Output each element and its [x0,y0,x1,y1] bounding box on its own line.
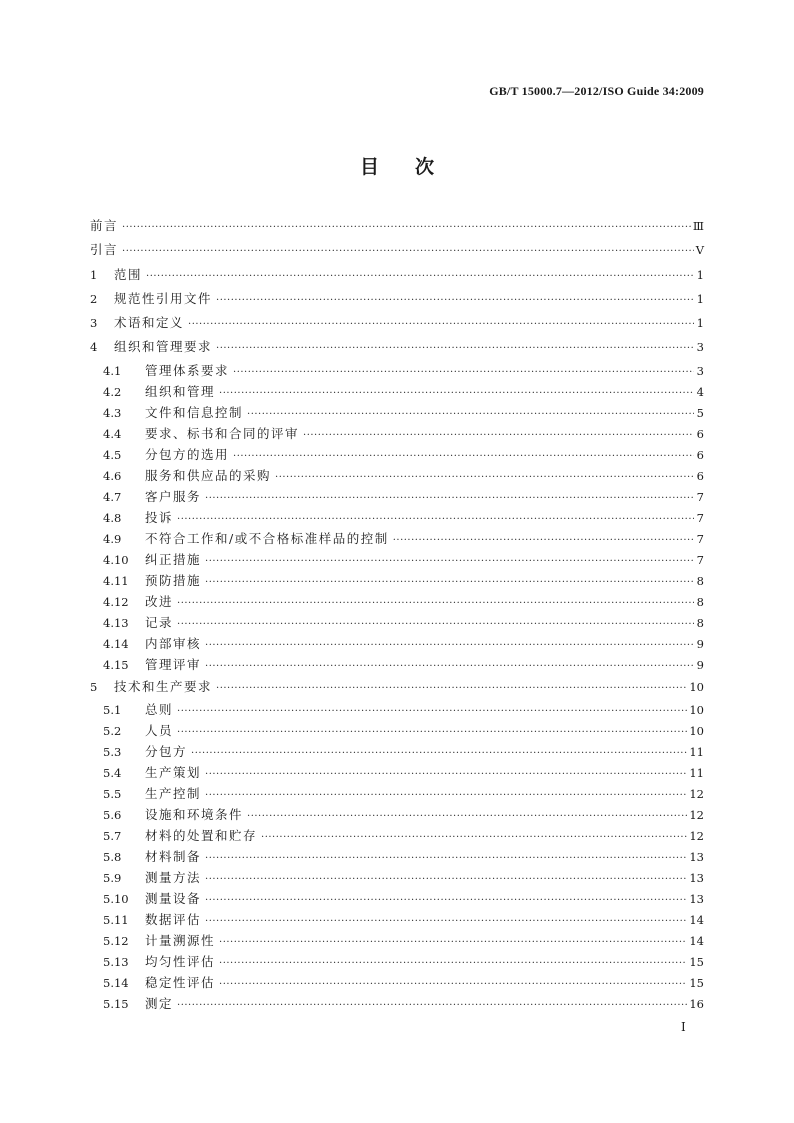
toc-dot-leader [205,656,694,677]
toc-entry[interactable] [90,633,704,654]
toc-entry[interactable] [90,888,704,909]
toc-entry-page: 5 [696,405,704,420]
toc-entry-page: 7 [696,489,704,504]
toc-dot-leader [177,722,687,743]
toc-entry-label: 术语和定义 [114,315,185,331]
toc-entry-number: 4.1 [103,363,122,378]
toc-dot-leader [219,932,687,953]
toc-entry[interactable] [90,570,704,591]
toc-dot-leader [216,289,694,313]
toc-dot-leader [188,313,694,337]
toc-dot-leader [177,614,694,635]
toc-entry[interactable] [90,591,704,612]
toc-entry[interactable] [90,423,704,444]
toc-entry-label: 不符合工作和/或不合格标准样品的控制 [145,530,389,546]
toc-entry[interactable] [90,287,704,311]
toc-entry-page: 11 [689,745,704,760]
toc-entry-number: 5.8 [103,850,122,865]
toc-entry[interactable] [90,444,704,465]
toc-entry-label: 预防措施 [145,572,202,588]
toc-entry-page: 8 [696,615,704,630]
toc-entry-page: 14 [689,934,704,949]
toc-entry-number: 4.6 [103,468,122,483]
toc-entry-number: 5.5 [103,787,122,802]
toc-entry[interactable] [90,825,704,846]
toc-entry-page: 13 [689,871,704,886]
toc-entry[interactable] [90,846,704,867]
toc-entry-page: 1 [696,267,704,282]
toc-entry-number: 4.8 [103,510,122,525]
toc-entry-number: 4.5 [103,447,122,462]
toc-dot-leader [303,425,694,446]
toc-entry-page: 12 [689,787,704,802]
toc-entry-page: 3 [696,340,704,355]
toc-entry-page: 12 [689,808,704,823]
toc-entry-label: 生产控制 [145,786,202,802]
toc-entry-page: 16 [689,997,704,1012]
toc-dot-leader [219,953,687,974]
toc-dot-leader [205,488,694,509]
toc-dot-leader [205,848,687,869]
toc-entry-label: 组织和管理要求 [114,339,213,355]
toc-entry[interactable] [90,699,704,720]
toc-dot-leader [177,509,694,530]
toc-dot-leader [393,530,694,551]
toc-entry-label: 管理体系要求 [145,362,230,378]
toc-entry-page: 15 [689,976,704,991]
toc-entry-number: 5.14 [103,976,129,991]
toc-dot-leader [247,806,687,827]
toc-dot-leader [177,995,687,1016]
toc-entry[interactable] [90,993,704,1014]
toc-entry-page: 10 [689,703,704,718]
toc-entry-number: 5.10 [103,892,129,907]
toc-entry-label: 计量溯源性 [145,933,216,949]
toc-entry[interactable] [90,238,704,262]
toc-entry-label: 均匀性评估 [145,954,216,970]
toc-entry[interactable] [90,867,704,888]
toc-entry-label: 前言 [90,218,119,233]
standard-code-header: GB/T 15000.7—2012/ISO Guide 34:2009 [489,84,704,98]
toc-entry-label: 测量设备 [145,891,202,907]
toc-entry-label: 测量方法 [145,870,202,886]
toc-entry-number: 5.4 [103,766,122,781]
toc-entry-page: 6 [696,426,704,441]
toc-entry-number: 5.6 [103,808,122,823]
toc-dot-leader [247,404,694,425]
toc-entry-label: 规范性引用文件 [114,290,213,306]
toc-entry-page: Ⅲ [692,219,704,233]
toc-entry-label: 分包方 [145,744,188,760]
toc-dot-leader [146,265,694,289]
toc-entry-number: 4.12 [103,594,129,609]
toc-dot-leader [216,677,687,701]
toc-dot-leader [216,337,694,361]
toc-entry-number: 5 [90,679,98,694]
toc-entry-number: 4.11 [103,573,129,588]
toc-entry-number: 5.3 [103,745,122,760]
toc-dot-leader [191,743,687,764]
toc-entry-number: 5.1 [103,703,122,718]
toc-entry[interactable] [90,549,704,570]
toc-entry-page: 12 [689,829,704,844]
toc-entry[interactable] [90,528,704,549]
toc-entry-page: 7 [696,531,704,546]
toc-entry-page: 15 [689,955,704,970]
toc-dot-leader [205,785,687,806]
toc-entry-label: 数据评估 [145,912,202,928]
toc-entry[interactable] [90,486,704,507]
toc-entry-label: 技术和生产要求 [114,678,213,694]
toc-dot-leader [122,216,691,240]
toc-entry-page: 7 [696,510,704,525]
toc-entry-label: 设施和环境条件 [145,807,244,823]
toc-dot-leader [233,362,694,383]
toc-entry-label: 改进 [145,593,174,609]
toc-dot-leader [205,869,687,890]
toc-dot-leader [205,551,694,572]
table-of-contents [90,214,704,1014]
toc-entry-label: 分包方的选用 [145,446,230,462]
toc-entry[interactable] [90,720,704,741]
toc-dot-leader [261,827,687,848]
toc-entry-label: 生产策划 [145,765,202,781]
toc-entry-page: 10 [689,679,704,694]
toc-dot-leader [205,911,687,932]
toc-entry-label: 内部审核 [145,635,202,651]
toc-entry[interactable] [90,214,704,238]
toc-entry-page: 13 [689,850,704,865]
toc-entry-label: 文件和信息控制 [145,404,244,420]
toc-entry-page: 11 [689,766,704,781]
toc-entry[interactable] [90,360,704,381]
page-title: 目次 [359,156,470,178]
toc-dot-leader [205,890,687,911]
toc-dot-leader [205,572,694,593]
toc-entry-number: 4.2 [103,384,122,399]
toc-entry[interactable] [90,762,704,783]
toc-entry-page: 14 [689,913,704,928]
toc-dot-leader [219,383,694,404]
toc-entry[interactable] [90,675,704,699]
toc-dot-leader [233,446,694,467]
toc-entry-page: 6 [696,468,704,483]
toc-entry-page: 6 [696,447,704,462]
toc-entry-label: 服务和供应品的采购 [145,467,272,483]
toc-dot-leader [177,701,687,722]
toc-entry-number: 4.15 [103,657,129,672]
toc-entry[interactable] [90,804,704,825]
toc-entry[interactable] [90,311,704,335]
toc-entry-label: 纠正措施 [145,551,202,567]
toc-entry-page: 8 [696,573,704,588]
toc-entry-label: 稳定性评估 [145,975,216,991]
toc-entry-number: 5.2 [103,724,122,739]
toc-entry-page: 4 [696,384,704,399]
toc-entry-label: 人员 [145,723,174,739]
toc-entry-label: 范围 [114,266,143,282]
toc-entry-number: 5.13 [103,955,129,970]
toc-entry-number: 4.10 [103,552,129,567]
toc-entry-page: 9 [696,636,704,651]
toc-entry-label: 客户服务 [145,488,202,504]
toc-dot-leader [275,467,694,488]
toc-entry[interactable] [90,783,704,804]
toc-entry-label: 总则 [145,702,174,718]
toc-entry-number: 4.14 [103,636,129,651]
toc-entry-page: 13 [689,892,704,907]
toc-dot-leader [205,764,687,785]
toc-entry-number: 4.13 [103,615,129,630]
toc-entry[interactable] [90,381,704,402]
toc-entry[interactable] [90,612,704,633]
toc-entry-page: 7 [696,552,704,567]
toc-entry-number: 2 [90,291,98,306]
toc-entry-number: 5.7 [103,829,122,844]
toc-entry-number: 5.12 [103,934,129,949]
toc-entry-page: 1 [696,291,704,306]
toc-entry-label: 引言 [90,242,119,258]
toc-dot-leader [205,635,694,656]
toc-entry-number: 5.15 [103,997,129,1012]
toc-entry-page: 9 [696,657,704,672]
toc-entry-label: 测定 [145,996,174,1012]
toc-dot-leader [219,974,687,995]
toc-entry-number: 4.9 [103,531,122,546]
toc-entry-label: 管理评审 [145,656,202,672]
toc-entry-label: 记录 [145,614,174,630]
toc-entry[interactable] [90,402,704,423]
toc-entry[interactable] [90,263,704,287]
toc-entry-label: 组织和管理 [145,383,216,399]
toc-entry-number: 5.11 [103,913,129,928]
footer-page-number: I [681,1020,686,1034]
toc-dot-leader [177,593,694,614]
toc-entry-page: 10 [689,724,704,739]
toc-entry-number: 4.7 [103,489,122,504]
toc-entry-label: 材料制备 [145,849,202,865]
toc-entry[interactable] [90,909,704,930]
toc-entry-page: 3 [696,363,704,378]
toc-entry[interactable] [90,972,704,993]
toc-entry-number: 4.4 [103,426,122,441]
toc-entry-label: 要求、标书和合同的评审 [145,425,300,441]
toc-entry-page: 1 [696,316,704,331]
toc-entry-number: 4 [90,340,98,355]
toc-entry-number: 5.9 [103,871,122,886]
toc-entry[interactable] [90,930,704,951]
toc-entry-number: 4.3 [103,405,122,420]
toc-entry-number: 1 [90,267,98,282]
toc-entry-page: Ⅴ [695,243,704,258]
toc-entry[interactable] [90,654,704,675]
toc-entry[interactable] [90,507,704,528]
toc-entry-label: 投诉 [145,509,174,525]
toc-entry[interactable] [90,741,704,762]
toc-entry-label: 材料的处置和贮存 [145,828,258,844]
toc-entry[interactable] [90,335,704,359]
toc-entry-number: 3 [90,316,98,331]
toc-entry-page: 8 [696,594,704,609]
toc-dot-leader [122,240,694,264]
toc-entry[interactable] [90,951,704,972]
toc-entry[interactable] [90,465,704,486]
